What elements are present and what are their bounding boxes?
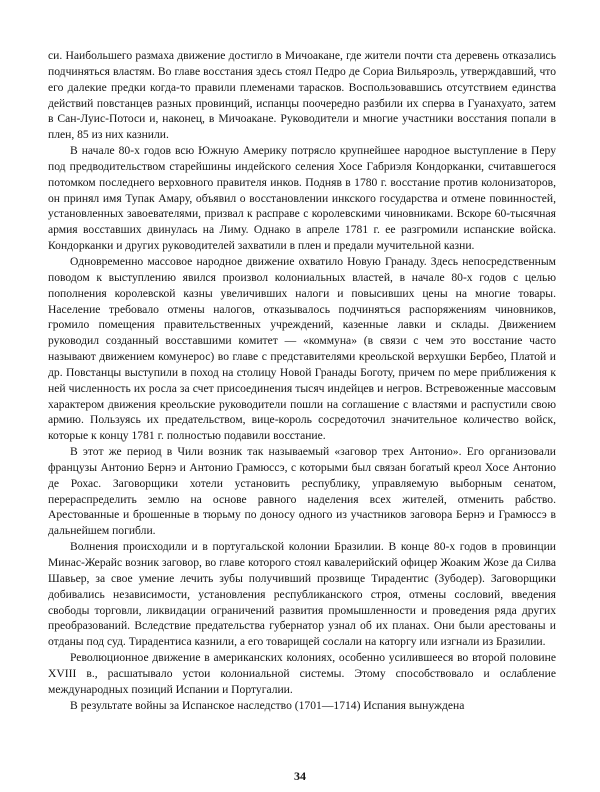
paragraph: Одновременно массовое народное движение охватило Новую Гранаду. Здесь непосредственным поводом к выступлению явился произвол колониальных властей, в начале 80-х годов с целью пополнения королевской казны увеличивших налоги и повысивших цены на многие товары. Население требовало отмены налогов, отказывалось подчиняться распоряжениям чиновников, громило помещения правительственных учреждений, казенные лавки и склады. Движением руководил созданный восставшими комитет — «коммуна» (в связи с чем это восстание часто называют движением комунерос) во главе с представителями креольской верхушки Бербео, Платой и др. Повстанцы выступили в поход на столицу Новой Гранады Боготу, причем по мере приближения к ней численность их росла за счет присоединения тысяч индейцев и негров. Встревоженные массовым характером движения креольские руководители пошли на соглашение с властями и распустили свою армию. Пользуясь их предательством, вице-король сосредоточил значительное количество войск, которые к концу 1781 г. полностью подавили восстание. xyxy=(48,254,556,443)
page-number: 34 xyxy=(294,769,306,783)
paragraph: Революционное движение в американских колониях, особенно усилившееся во второй половине XVIII в., расшатывало устои колониальной системы. Этому способствовало и ослабление международных позиций Испании и Португалии. xyxy=(48,651,556,696)
body-text xyxy=(48,48,556,713)
paragraph: В результате войны за Испанское наследство (1701—1714) Испания вынуждена xyxy=(70,698,465,712)
paragraph: си. Наибольшего размаха движение достигло в Мичоакане, где жители почти ста деревень отказались подчиняться властям. Во главе восстания здесь стоял Педро де Сориа Вильяроэль, утверждавший, что его далекие предки когда-то правили племенами тарасков. Воспользовавшись отсутствием единства действий повстанцев разных провинций, испанцы поочередно разбили их сперва в Гуанахуато, затем в Сан-Луис-Потоси и, наконец, в Мичоакане. Руководители и многие участники восстания попали в плен, 85 из них казнили. xyxy=(48,49,556,142)
paragraph: В начале 80-х годов всю Южную Америку потрясло крупнейшее народное выступление в Перу под предводительством старейшины индейского селения Хосе Габриэля Кондорканки, считавшегося потомком последнего верховного правителя инков. Подняв в 1780 г. восстание против колонизаторов, он принял имя Тупак Амару, объявил о восстановлении инкского государства и отмене повинностей, установленных завоевателями, призвал к расправе с королевскими чиновниками. Вскоре 60-тысячная армия восставших двинулась на Лиму. Однако в апреле 1781 г. ее разгромили испанские войска. Кондорканки и других руководителей захватили в плен и предали мучительной казни. xyxy=(48,144,556,253)
paragraph: Волнения происходили и в португальской колонии Бразилии. В конце 80-х годов в провинции Минас-Жерайс возник заговор, во главе которого стоял кавалерийский офицер Жоаким Жозе да Силва Шавьер, за свое умение лечить зубы получивший прозвище Тирадентис (Зубодер). Заговорщики добивались независимости, установления республиканского строя, отмены сословий, введения свободы торговли, ликвидации ограничений развития промышленности и проведения ряда других преобразований. Вследствие предательства губернатор узнал об их планах. Они были арестованы и отданы под суд. Тирадентиса казнили, а его товарищей сослали на каторгу или изгнали из Бразилии. xyxy=(48,540,556,649)
paragraph: В этот же период в Чили возник так называемый «заговор трех Антонио». Его организовали французы Антонио Бернэ и Антонио Грамюссэ, с которыми был связан богатый креол Хосе Антонио де Рохас. Заговорщики хотели установить республику, управляемую выборным сенатом, перераспределить землю на основе равного наделения всех жителей, отменить рабство. Арестованные и брошенные в тюрьму по доносу одного из участников заговора Бернэ и Грамюссэ в дальнейшем погибли. xyxy=(48,445,556,538)
